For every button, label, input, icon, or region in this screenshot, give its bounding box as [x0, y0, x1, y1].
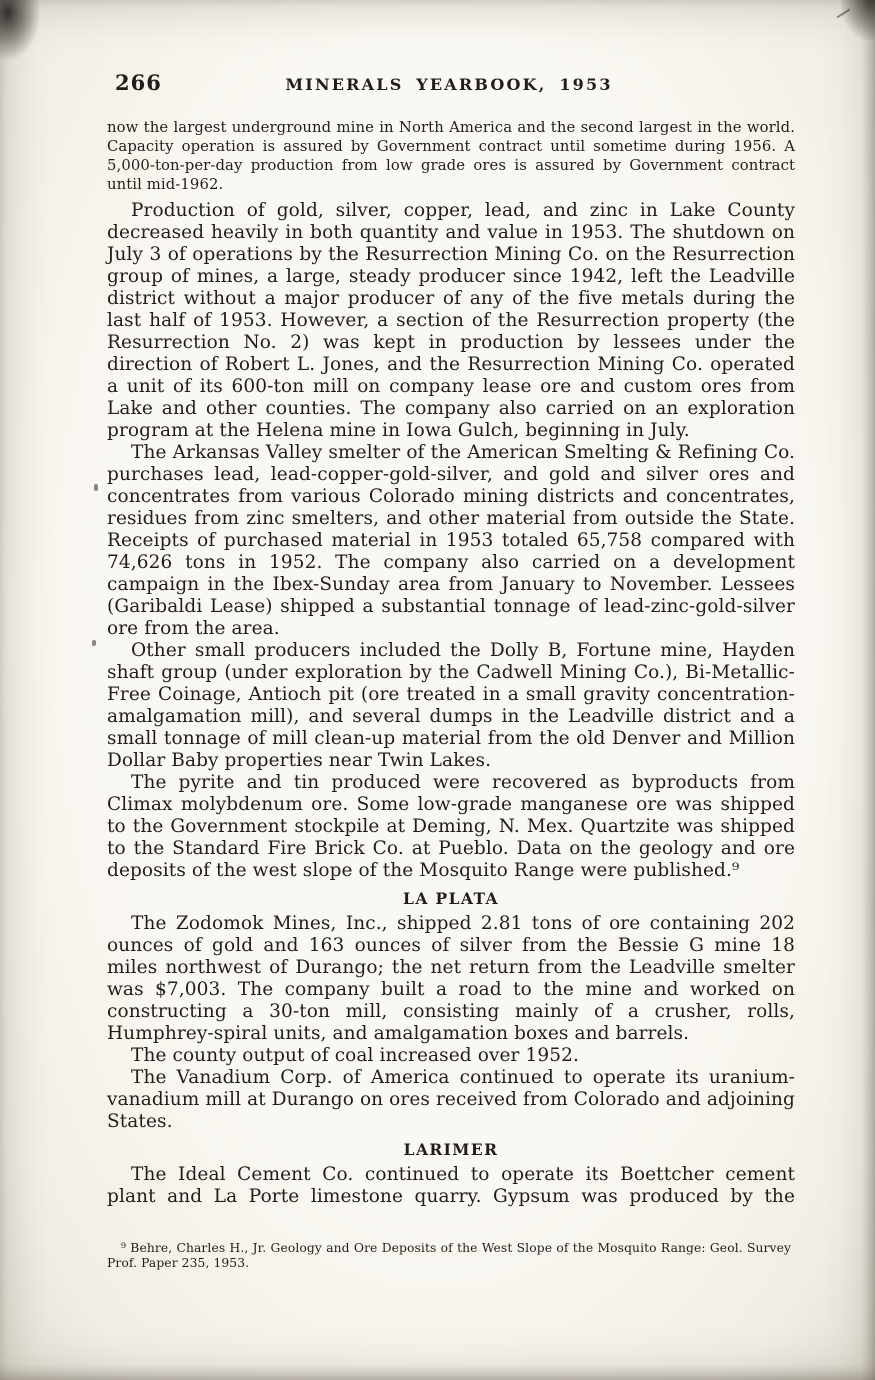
scan-smudge-top-right: [841, 0, 875, 40]
paragraph: The Vanadium Corp. of America continued to operate its uranium-vanadium mill at Durango on ores received from Colorado and adjoining States.: [107, 1067, 795, 1132]
footnote: ⁹ Behre, Charles H., Jr. Geology and Ore Deposits of the West Slope of the Mosquito Range: Geol. Survey Prof. Paper 235, 1953.: [107, 1241, 791, 1270]
page-edge-shadow: [0, 1364, 875, 1380]
paragraph: Other small producers included the Dolly B, Fortune mine, Hayden shaft group (under exploration by the Cadwell Mining Co.), Bi-Metallic-Free Coinage, Antioch pit (ore treated in a small gravity concentration-amalgamation mill), and several dumps in the Leadville district and a small tonnage of mill clean-up material from the old Denver and Million Dollar Baby properties near Twin Lakes.: [107, 640, 795, 771]
paragraph: The Arkansas Valley smelter of the American Smelting & Refining Co. purchases lead, lead-copper-gold-silver, and gold and silver ores and concentrates from various Colorado mining districts and concentrates, residues from zinc smelters, and other material from outside the State. Receipts of purchased material in 1953 totaled 65,758 compared with 74,626 tons in 1952. The company also carried on a development campaign in the Ibex-Sunday area from January to November. Lessees (Garibaldi Lease) shipped a substantial tonnage of lead-zinc-gold-silver ore from the area.: [107, 442, 795, 639]
section-heading-la-plata: LA PLATA: [403, 889, 499, 908]
section-heading-larimer: LARIMER: [403, 1140, 499, 1159]
paragraph-continuation: now the largest underground mine in North America and the second largest in the world. Capacity operation is assured by Government contract until sometime during 1956. A 5,000-ton-per-day production from low grade ores is assured by Government contract until mid-1962.: [107, 119, 795, 193]
page-body: [107, 118, 795, 1208]
scan-smudge-top-left: [0, 0, 40, 60]
paragraph: The Ideal Cement Co. continued to operate its Boettcher cement plant and La Porte limestone quarry. Gypsum was produced by the: [107, 1164, 795, 1207]
paragraph: Production of gold, silver, copper, lead, and zinc in Lake County decreased heavily in both quantity and value in 1953. The shutdown on July 3 of operations by the Resurrection Mining Co. on the Resurrection group of mines, a large, steady producer since 1942, left the Leadville district without a major producer of any of the five metals during the last half of 1953. However, a section of the Resurrection property (the Resurrection No. 2) was kept in production by lessees under the direction of Robert L. Jones, and the Resurrection Mining Co. operated a unit of its 600-ton mill on company lease ore and custom ores from Lake and other counties. The company also carried on an exploration program at the Helena mine in Iowa Gulch, beginning in July.: [107, 200, 795, 441]
page-number: 266: [115, 70, 162, 95]
paragraph: The pyrite and tin produced were recovered as byproducts from Climax molybdenum ore. Some low-grade manganese ore was shipped to the Government stockpile at Deming, N. Mex. Quartzite was shipped to the Standard Fire Brick Co. at Pueblo. Data on the geology and ore deposits of the west slope of the Mosquito Range were published.⁹: [107, 772, 795, 881]
scan-mark-top-right: [833, 3, 850, 19]
scan-speck: [92, 640, 96, 646]
page-edge-shadow: [861, 0, 875, 1380]
running-head: [107, 70, 791, 100]
running-title: MINERALS YEARBOOK, 1953: [285, 75, 613, 94]
paragraph: The county output of coal increased over 1952.: [131, 1045, 579, 1066]
scan-speck: [94, 484, 98, 491]
paragraph: The Zodomok Mines, Inc., shipped 2.81 tons of ore containing 202 ounces of gold and 163 ounces of silver from the Bessie G mine 18 miles northwest of Durango; the net return from the Leadville smelter was $7,003. The company built a road to the mine and worked on constructing a 30-ton mill, consisting mainly of a crusher, rolls, Humphrey-spiral units, and amalgamation boxes and barrels.: [107, 913, 795, 1044]
